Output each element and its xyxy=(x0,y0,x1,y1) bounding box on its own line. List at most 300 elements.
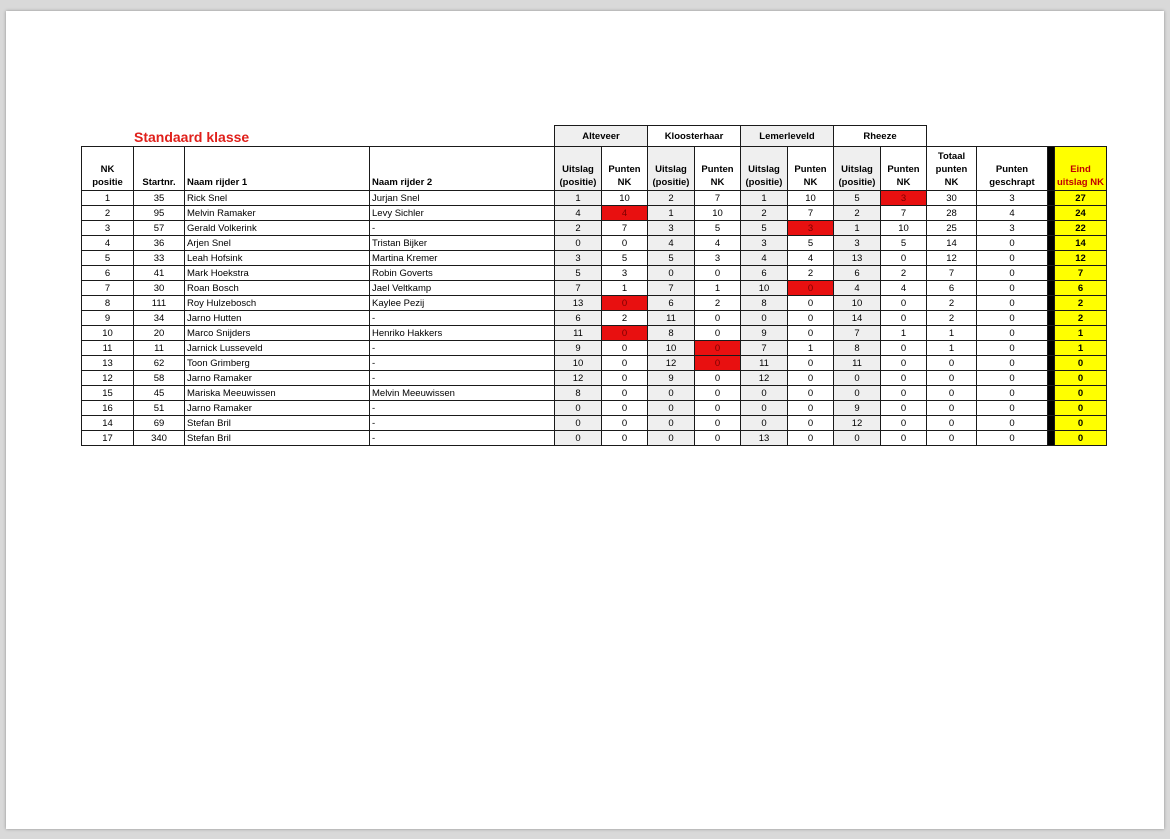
punten-cell: 0 xyxy=(602,356,648,371)
column-separator xyxy=(1048,386,1055,401)
geschrapt-cell: 0 xyxy=(977,236,1048,251)
naam-rijder-2-cell: - xyxy=(370,341,555,356)
naam-rijder-1-cell: Gerald Volkerink xyxy=(185,221,370,236)
uitslag-cell: 11 xyxy=(741,356,788,371)
table-row xyxy=(82,356,1107,371)
punten-cell: 0 xyxy=(695,416,741,431)
header-punten: Punten NK xyxy=(788,147,834,191)
column-header-row xyxy=(82,147,1107,191)
eind-uitslag-cell: 1 xyxy=(1055,341,1107,356)
column-separator xyxy=(1048,371,1055,386)
naam-rijder-1-cell: Mariska Meeuwissen xyxy=(185,386,370,401)
uitslag-cell: 0 xyxy=(648,431,695,446)
startnr-cell: 111 xyxy=(134,296,185,311)
eind-uitslag-cell: 22 xyxy=(1055,221,1107,236)
header-naam-rijder-1: Naam rijder 1 xyxy=(185,147,370,191)
punten-cell: 0 xyxy=(602,326,648,341)
header-startnr: Startnr. xyxy=(134,147,185,191)
startnr-cell: 69 xyxy=(134,416,185,431)
table-row xyxy=(82,281,1107,296)
punten-cell: 1 xyxy=(602,281,648,296)
uitslag-cell: 0 xyxy=(834,386,881,401)
uitslag-cell: 11 xyxy=(555,326,602,341)
nk-positie-cell: 13 xyxy=(82,356,134,371)
punten-cell: 0 xyxy=(695,356,741,371)
punten-cell: 0 xyxy=(881,251,927,266)
naam-rijder-1-cell: Melvin Ramaker xyxy=(185,206,370,221)
uitslag-cell: 0 xyxy=(555,431,602,446)
punten-cell: 0 xyxy=(788,371,834,386)
uitslag-cell: 14 xyxy=(834,311,881,326)
eind-uitslag-cell: 27 xyxy=(1055,191,1107,206)
punten-cell: 10 xyxy=(602,191,648,206)
punten-cell: 10 xyxy=(881,221,927,236)
event-header-row xyxy=(82,126,1107,147)
punten-cell: 10 xyxy=(695,206,741,221)
nk-positie-cell: 6 xyxy=(82,266,134,281)
punten-cell: 0 xyxy=(695,311,741,326)
totaal-cell: 0 xyxy=(927,371,977,386)
uitslag-cell: 12 xyxy=(834,416,881,431)
punten-cell: 0 xyxy=(602,296,648,311)
naam-rijder-2-cell: Jael Veltkamp xyxy=(370,281,555,296)
naam-rijder-2-cell: - xyxy=(370,221,555,236)
punten-cell: 5 xyxy=(788,236,834,251)
uitslag-cell: 2 xyxy=(834,206,881,221)
table-row xyxy=(82,266,1107,281)
table-row xyxy=(82,206,1107,221)
punten-cell: 7 xyxy=(788,206,834,221)
uitslag-cell: 6 xyxy=(741,266,788,281)
naam-rijder-1-cell: Mark Hoekstra xyxy=(185,266,370,281)
punten-cell: 2 xyxy=(881,266,927,281)
naam-rijder-1-cell: Marco Snijders xyxy=(185,326,370,341)
uitslag-cell: 4 xyxy=(555,206,602,221)
totaal-cell: 7 xyxy=(927,266,977,281)
punten-cell: 0 xyxy=(602,236,648,251)
startnr-cell: 11 xyxy=(134,341,185,356)
totaal-cell: 2 xyxy=(927,296,977,311)
naam-rijder-2-cell: Jurjan Snel xyxy=(370,191,555,206)
naam-rijder-2-cell: Robin Goverts xyxy=(370,266,555,281)
column-separator xyxy=(1048,251,1055,266)
uitslag-cell: 10 xyxy=(741,281,788,296)
nk-positie-cell: 1 xyxy=(82,191,134,206)
uitslag-cell: 9 xyxy=(834,401,881,416)
uitslag-cell: 13 xyxy=(555,296,602,311)
eind-uitslag-cell: 2 xyxy=(1055,296,1107,311)
startnr-cell: 57 xyxy=(134,221,185,236)
uitslag-cell: 0 xyxy=(741,416,788,431)
naam-rijder-1-cell: Roan Bosch xyxy=(185,281,370,296)
uitslag-cell: 0 xyxy=(834,431,881,446)
eind-uitslag-cell: 14 xyxy=(1055,236,1107,251)
startnr-cell: 51 xyxy=(134,401,185,416)
uitslag-cell: 0 xyxy=(648,401,695,416)
uitslag-cell: 7 xyxy=(555,281,602,296)
results-body xyxy=(82,191,1107,446)
uitslag-cell: 7 xyxy=(834,326,881,341)
naam-rijder-2-cell: Kaylee Pezij xyxy=(370,296,555,311)
uitslag-cell: 8 xyxy=(555,386,602,401)
nk-positie-cell: 3 xyxy=(82,221,134,236)
uitslag-cell: 0 xyxy=(741,401,788,416)
uitslag-cell: 5 xyxy=(741,221,788,236)
uitslag-cell: 9 xyxy=(648,371,695,386)
uitslag-cell: 0 xyxy=(555,416,602,431)
eind-uitslag-cell: 1 xyxy=(1055,326,1107,341)
uitslag-cell: 8 xyxy=(648,326,695,341)
column-separator xyxy=(1048,147,1055,191)
totaal-cell: 1 xyxy=(927,326,977,341)
uitslag-cell: 3 xyxy=(555,251,602,266)
table-row xyxy=(82,296,1107,311)
punten-cell: 3 xyxy=(881,191,927,206)
punten-cell: 4 xyxy=(602,206,648,221)
nk-positie-cell: 17 xyxy=(82,431,134,446)
nk-positie-cell: 12 xyxy=(82,371,134,386)
eind-uitslag-cell: 2 xyxy=(1055,311,1107,326)
uitslag-cell: 0 xyxy=(834,371,881,386)
naam-rijder-1-cell: Stefan Bril xyxy=(185,416,370,431)
uitslag-cell: 13 xyxy=(834,251,881,266)
naam-rijder-1-cell: Toon Grimberg xyxy=(185,356,370,371)
naam-rijder-1-cell: Jarno Ramaker xyxy=(185,401,370,416)
totaal-cell: 14 xyxy=(927,236,977,251)
column-separator xyxy=(1048,266,1055,281)
uitslag-cell: 3 xyxy=(834,236,881,251)
table-row xyxy=(82,401,1107,416)
geschrapt-cell: 3 xyxy=(977,221,1048,236)
eind-uitslag-cell: 0 xyxy=(1055,416,1107,431)
table-row xyxy=(82,311,1107,326)
naam-rijder-1-cell: Stefan Bril xyxy=(185,431,370,446)
punten-cell: 0 xyxy=(881,431,927,446)
startnr-cell: 35 xyxy=(134,191,185,206)
punten-cell: 3 xyxy=(695,251,741,266)
geschrapt-cell: 0 xyxy=(977,371,1048,386)
uitslag-cell: 8 xyxy=(741,296,788,311)
table-row xyxy=(82,326,1107,341)
totaal-cell: 28 xyxy=(927,206,977,221)
nk-positie-cell: 15 xyxy=(82,386,134,401)
uitslag-cell: 0 xyxy=(741,386,788,401)
uitslag-cell: 0 xyxy=(648,416,695,431)
punten-cell: 0 xyxy=(881,416,927,431)
event-alteveer: Alteveer xyxy=(555,126,648,147)
punten-cell: 0 xyxy=(602,431,648,446)
eind-uitslag-cell: 0 xyxy=(1055,431,1107,446)
totaal-cell: 2 xyxy=(927,311,977,326)
column-separator xyxy=(1048,206,1055,221)
punten-cell: 0 xyxy=(788,356,834,371)
punten-cell: 5 xyxy=(602,251,648,266)
geschrapt-cell: 0 xyxy=(977,311,1048,326)
punten-cell: 0 xyxy=(695,431,741,446)
column-separator xyxy=(1048,401,1055,416)
event-rheeze: Rheeze xyxy=(834,126,927,147)
startnr-cell: 95 xyxy=(134,206,185,221)
table-row xyxy=(82,236,1107,251)
startnr-cell: 45 xyxy=(134,386,185,401)
geschrapt-cell: 0 xyxy=(977,326,1048,341)
column-separator xyxy=(1048,281,1055,296)
punten-cell: 3 xyxy=(602,266,648,281)
totaal-cell: 12 xyxy=(927,251,977,266)
header-uitslag: Uitslag (positie) xyxy=(555,147,602,191)
punten-cell: 0 xyxy=(788,416,834,431)
startnr-cell: 30 xyxy=(134,281,185,296)
punten-cell: 0 xyxy=(602,416,648,431)
header-geschrapt: Punten geschrapt xyxy=(977,147,1048,191)
punten-cell: 0 xyxy=(881,341,927,356)
uitslag-cell: 9 xyxy=(555,341,602,356)
table-row xyxy=(82,341,1107,356)
geschrapt-cell: 0 xyxy=(977,356,1048,371)
column-separator xyxy=(1048,356,1055,371)
header-uitslag: Uitslag (positie) xyxy=(741,147,788,191)
eind-uitslag-cell: 7 xyxy=(1055,266,1107,281)
punten-cell: 0 xyxy=(881,371,927,386)
uitslag-cell: 1 xyxy=(834,221,881,236)
uitslag-cell: 7 xyxy=(648,281,695,296)
uitslag-cell: 5 xyxy=(648,251,695,266)
startnr-cell: 340 xyxy=(134,431,185,446)
punten-cell: 0 xyxy=(788,281,834,296)
punten-cell: 0 xyxy=(602,371,648,386)
header-punten: Punten NK xyxy=(695,147,741,191)
startnr-cell: 36 xyxy=(134,236,185,251)
naam-rijder-2-cell: Martina Kremer xyxy=(370,251,555,266)
uitslag-cell: 2 xyxy=(648,191,695,206)
startnr-cell: 33 xyxy=(134,251,185,266)
nk-positie-cell: 9 xyxy=(82,311,134,326)
uitslag-cell: 11 xyxy=(834,356,881,371)
totaal-cell: 25 xyxy=(927,221,977,236)
column-separator xyxy=(1048,431,1055,446)
naam-rijder-2-cell: Tristan Bijker xyxy=(370,236,555,251)
geschrapt-cell: 0 xyxy=(977,251,1048,266)
uitslag-cell: 5 xyxy=(834,191,881,206)
uitslag-cell: 9 xyxy=(741,326,788,341)
eind-uitslag-cell: 6 xyxy=(1055,281,1107,296)
results-table xyxy=(81,125,1107,446)
column-separator xyxy=(1048,296,1055,311)
uitslag-cell: 1 xyxy=(555,191,602,206)
uitslag-cell: 0 xyxy=(555,236,602,251)
column-separator xyxy=(1048,311,1055,326)
uitslag-cell: 11 xyxy=(648,311,695,326)
punten-cell: 4 xyxy=(788,251,834,266)
startnr-cell: 41 xyxy=(134,266,185,281)
naam-rijder-2-cell: Henriko Hakkers xyxy=(370,326,555,341)
uitslag-cell: 4 xyxy=(648,236,695,251)
naam-rijder-1-cell: Jarno Ramaker xyxy=(185,371,370,386)
column-separator xyxy=(1048,326,1055,341)
eind-uitslag-cell: 0 xyxy=(1055,356,1107,371)
header-eind-uitslag: Eind uitslag NK xyxy=(1055,147,1107,191)
naam-rijder-1-cell: Leah Hofsink xyxy=(185,251,370,266)
punten-cell: 0 xyxy=(695,401,741,416)
header-punten: Punten NK xyxy=(602,147,648,191)
uitslag-cell: 2 xyxy=(555,221,602,236)
punten-cell: 0 xyxy=(602,401,648,416)
punten-cell: 7 xyxy=(881,206,927,221)
nk-positie-cell: 4 xyxy=(82,236,134,251)
column-separator xyxy=(1048,191,1055,206)
column-separator xyxy=(1048,341,1055,356)
naam-rijder-1-cell: Roy Hulzebosch xyxy=(185,296,370,311)
totaal-cell: 0 xyxy=(927,401,977,416)
table-row xyxy=(82,221,1107,236)
column-separator xyxy=(1048,236,1055,251)
nk-positie-cell: 10 xyxy=(82,326,134,341)
punten-cell: 2 xyxy=(695,296,741,311)
geschrapt-cell: 0 xyxy=(977,431,1048,446)
document-page xyxy=(6,11,1164,829)
table-row xyxy=(82,386,1107,401)
punten-cell: 0 xyxy=(788,326,834,341)
eind-uitslag-cell: 12 xyxy=(1055,251,1107,266)
header-punten: Punten NK xyxy=(881,147,927,191)
uitslag-cell: 10 xyxy=(555,356,602,371)
naam-rijder-1-cell: Arjen Snel xyxy=(185,236,370,251)
nk-positie-cell: 16 xyxy=(82,401,134,416)
header-nk-positie: NK positie xyxy=(82,147,134,191)
punten-cell: 1 xyxy=(788,341,834,356)
eind-uitslag-cell: 0 xyxy=(1055,401,1107,416)
column-separator xyxy=(1048,221,1055,236)
punten-cell: 0 xyxy=(695,386,741,401)
punten-cell: 0 xyxy=(695,326,741,341)
punten-cell: 0 xyxy=(881,401,927,416)
header-uitslag: Uitslag (positie) xyxy=(648,147,695,191)
punten-cell: 0 xyxy=(602,386,648,401)
punten-cell: 0 xyxy=(602,341,648,356)
geschrapt-cell: 0 xyxy=(977,296,1048,311)
naam-rijder-2-cell: Levy Sichler xyxy=(370,206,555,221)
table-row xyxy=(82,191,1107,206)
punten-cell: 0 xyxy=(881,356,927,371)
uitslag-cell: 0 xyxy=(555,401,602,416)
geschrapt-cell: 0 xyxy=(977,266,1048,281)
punten-cell: 3 xyxy=(788,221,834,236)
punten-cell: 0 xyxy=(788,401,834,416)
event-kloosterhaar: Kloosterhaar xyxy=(648,126,741,147)
uitslag-cell: 13 xyxy=(741,431,788,446)
startnr-cell: 20 xyxy=(134,326,185,341)
punten-cell: 4 xyxy=(695,236,741,251)
header-totaal: Totaal punten NK xyxy=(927,147,977,191)
eind-uitslag-cell: 0 xyxy=(1055,371,1107,386)
geschrapt-cell: 0 xyxy=(977,281,1048,296)
naam-rijder-2-cell: - xyxy=(370,416,555,431)
eind-uitslag-cell: 0 xyxy=(1055,386,1107,401)
geschrapt-cell: 0 xyxy=(977,341,1048,356)
totaal-cell: 0 xyxy=(927,431,977,446)
uitslag-cell: 1 xyxy=(741,191,788,206)
punten-cell: 0 xyxy=(881,386,927,401)
uitslag-cell: 3 xyxy=(741,236,788,251)
punten-cell: 7 xyxy=(602,221,648,236)
punten-cell: 10 xyxy=(788,191,834,206)
naam-rijder-2-cell: Melvin Meeuwissen xyxy=(370,386,555,401)
startnr-cell: 62 xyxy=(134,356,185,371)
uitslag-cell: 0 xyxy=(648,386,695,401)
nk-positie-cell: 11 xyxy=(82,341,134,356)
column-separator xyxy=(1048,416,1055,431)
punten-cell: 0 xyxy=(881,311,927,326)
punten-cell: 1 xyxy=(881,326,927,341)
naam-rijder-2-cell: - xyxy=(370,371,555,386)
geschrapt-cell: 0 xyxy=(977,416,1048,431)
naam-rijder-1-cell: Rick Snel xyxy=(185,191,370,206)
punten-cell: 0 xyxy=(695,371,741,386)
totaal-cell: 0 xyxy=(927,416,977,431)
punten-cell: 0 xyxy=(695,341,741,356)
uitslag-cell: 1 xyxy=(648,206,695,221)
punten-cell: 0 xyxy=(788,311,834,326)
totaal-cell: 0 xyxy=(927,386,977,401)
punten-cell: 7 xyxy=(695,191,741,206)
uitslag-cell: 10 xyxy=(834,296,881,311)
totaal-cell: 0 xyxy=(927,356,977,371)
uitslag-cell: 0 xyxy=(648,266,695,281)
totaal-cell: 6 xyxy=(927,281,977,296)
uitslag-cell: 12 xyxy=(648,356,695,371)
nk-positie-cell: 7 xyxy=(82,281,134,296)
naam-rijder-2-cell: - xyxy=(370,356,555,371)
uitslag-cell: 2 xyxy=(741,206,788,221)
uitslag-cell: 4 xyxy=(741,251,788,266)
punten-cell: 0 xyxy=(788,296,834,311)
punten-cell: 0 xyxy=(788,431,834,446)
eind-uitslag-cell: 24 xyxy=(1055,206,1107,221)
punten-cell: 4 xyxy=(881,281,927,296)
uitslag-cell: 6 xyxy=(555,311,602,326)
table-row xyxy=(82,371,1107,386)
naam-rijder-2-cell: - xyxy=(370,401,555,416)
uitslag-cell: 4 xyxy=(834,281,881,296)
punten-cell: 0 xyxy=(788,386,834,401)
punten-cell: 1 xyxy=(695,281,741,296)
table-row xyxy=(82,416,1107,431)
geschrapt-cell: 0 xyxy=(977,401,1048,416)
naam-rijder-1-cell: Jarno Hutten xyxy=(185,311,370,326)
punten-cell: 0 xyxy=(881,296,927,311)
startnr-cell: 58 xyxy=(134,371,185,386)
uitslag-cell: 8 xyxy=(834,341,881,356)
punten-cell: 5 xyxy=(881,236,927,251)
punten-cell: 5 xyxy=(695,221,741,236)
totaal-cell: 1 xyxy=(927,341,977,356)
startnr-cell: 34 xyxy=(134,311,185,326)
nk-positie-cell: 5 xyxy=(82,251,134,266)
naam-rijder-1-cell: Jarnick Lusseveld xyxy=(185,341,370,356)
header-naam-rijder-2: Naam rijder 2 xyxy=(370,147,555,191)
uitslag-cell: 10 xyxy=(648,341,695,356)
nk-positie-cell: 8 xyxy=(82,296,134,311)
geschrapt-cell: 4 xyxy=(977,206,1048,221)
uitslag-cell: 5 xyxy=(555,266,602,281)
naam-rijder-2-cell: - xyxy=(370,311,555,326)
punten-cell: 2 xyxy=(602,311,648,326)
uitslag-cell: 6 xyxy=(648,296,695,311)
page-title: Standaard klasse xyxy=(134,129,250,145)
uitslag-cell: 7 xyxy=(741,341,788,356)
geschrapt-cell: 3 xyxy=(977,191,1048,206)
nk-positie-cell: 14 xyxy=(82,416,134,431)
